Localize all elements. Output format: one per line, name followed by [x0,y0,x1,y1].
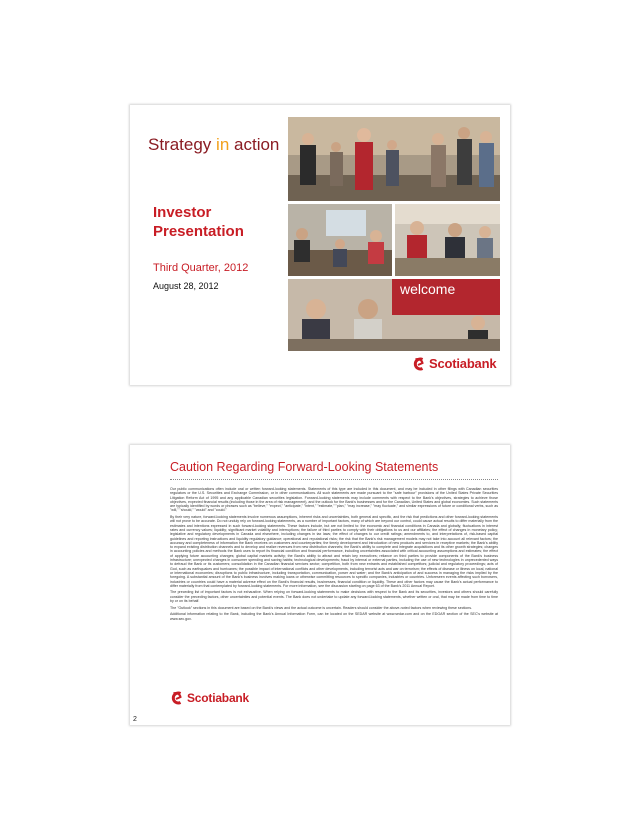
meeting-photo [288,204,392,276]
scotiabank-logo-icon [170,691,184,705]
welcome-sign: welcome [400,281,456,297]
caution-paragraph: The "Outlook" sections in this document are based on the Bank's views and the actual outcome is uncertain. Readers should consider the above-noted factors when reviewing these sections. [170,605,473,610]
title-line-investor: Investor [153,204,212,221]
teller-photo [395,204,500,276]
tagline-strategy: Strategy [148,135,212,154]
caution-slide [130,445,510,725]
quarter-label: Third Quarter, 2012 [153,262,249,274]
tagline-action: action [234,135,280,154]
caution-paragraph: The preceding list of important factors is not exhaustive. When relying on forward-looking statements to make decisions with respect to the Bank and its securities, investors and others should carefully consider the preceding factors, other uncertainties and potential events. The Bank does not undertake to update any forward-looking statements, whether written or oral, that may be made from time to time by or on its behalf. [170,590,498,604]
presentation-title [153,203,244,241]
welcome-photo [288,279,500,351]
caution-paragraph: Additional information relating to the Bank, including the Bank's Annual Information Form, can be located on the SEDAR website at www.sedar.com and on the EDGAR section of the SEC's website at www.sec.gov. [170,612,498,621]
presentation-date: August 28, 2012 [153,281,219,291]
scotiabank-logo-icon [412,357,426,371]
strategy-in-action-tagline [148,135,279,155]
page-number: 2 [133,716,137,723]
caution-paragraph: By their very nature, forward-looking statements involve numerous assumptions, inherent risks and uncertainties, both general and specific, and the risk that predictions and other forward-looking statements will not prove to be accurate. Do not unduly rely on forward-looking statements, as a number of important factors, many of which are beyond our control, could cause actual results to differ materially from the estimates and intentions expressed in such forward-looking statements. These factors include, but are not limited to: the economic and financial conditions in Canada and globally; fluctuations in interest rates and currency values; liquidity; significant market volatility and interruptions; the failure of third parties to comply with their obligations to us and our affiliates; the effect of changes in monetary policy; legislative and regulatory developments in Canada and elsewhere, including changes in tax laws; the effect of changes to our credit ratings; amendments to, and interpretations of, risk-based capital guidelines and reporting instructions and liquidity regulatory guidance; operational and reputational risks; the risk that the Bank's risk management models may not take into account all relevant factors; the accuracy and completeness of information the Bank receives on customers and counterparties; the timely development and introduction of new products and services in receptive markets; the Bank's ability to expand existing distribution channels and to develop and realize revenues from new distribution channels; the Bank's ability to complete and integrate acquisitions and its other growth strategies; changes in accounting policies and methods the Bank uses to report its financial condition and financial performance, including uncertainties associated with critical accounting assumptions and estimates; the effect of applying future accounting changes; global capital markets activity; the Bank's ability to attract and retain key executives; reliance on third parties to provide components of the Bank's business infrastructure; unexpected changes in consumer spending and saving habits; technological developments; fraud by internal or external parties, including the use of new technologies in unprecedented ways to defraud the Bank or its customers; consolidation in the Canadian financial services sector; competition, both from new entrants and established competitors; judicial and regulatory proceedings; acts of God, such as earthquakes and hurricanes; the possible impact of international conflicts and other developments, including terrorist acts and war on terrorism; the effects of disease or illness on local, national or international economies; disruptions to public infrastructure, including transportation, communication, power and water; and the Bank's anticipation of and success in managing the risks implied by the foregoing. A substantial amount of the Bank's business involves making loans or otherwise committing resources to specific companies, industries or countries. Unforeseen events affecting such borrowers, industries or countries could have a material adverse effect on the Bank's financial results, businesses, financial condition or liquidity. These and other factors may cause the Bank's actual performance to differ materially from that contemplated by forward-looking statements. For more information, see the discussion starting on page 63 of the Bank's 2011 Annual Report. [170,515,498,588]
title-line-presentation: Presentation [153,223,244,240]
scotiabank-logo [170,691,249,705]
scotiabank-logo [412,356,496,371]
scotiabank-wordmark: Scotiabank [187,691,250,705]
tagline-in: in [216,135,230,154]
caution-title: Caution Regarding Forward-Looking Statements [170,460,439,474]
title-divider [170,479,498,480]
scotiabank-wordmark: Scotiabank [429,356,497,371]
title-slide [130,105,510,385]
caution-body [170,487,498,623]
team-photo [288,117,500,201]
caution-paragraph: Our public communications often include oral or written forward-looking statements. Statements of this type are included in this document, and may be included in other filings with Canadian securities regulators or the U.S. Securities and Exchange Commission, or in other communications. All such statements are made pursuant to the "safe harbour" provisions of the United States Private Securities Litigation Reform Act of 1995 and any applicable Canadian securities legislation. Forward-looking statements may include comments with respect to the Bank's objectives, strategies to achieve those objectives, expected financial results (including those in the area of risk management), and the outlook for the Bank's businesses and for the Canadian, United States and global economies. Such statements are typically identified by words or phrases such as "believe," "expect," "anticipate," "intent," "estimate," "plan," "may increase," "may fluctuate," and similar expressions of future or conditional verbs, such as "will," "should," "would" and "could." [170,487,498,513]
